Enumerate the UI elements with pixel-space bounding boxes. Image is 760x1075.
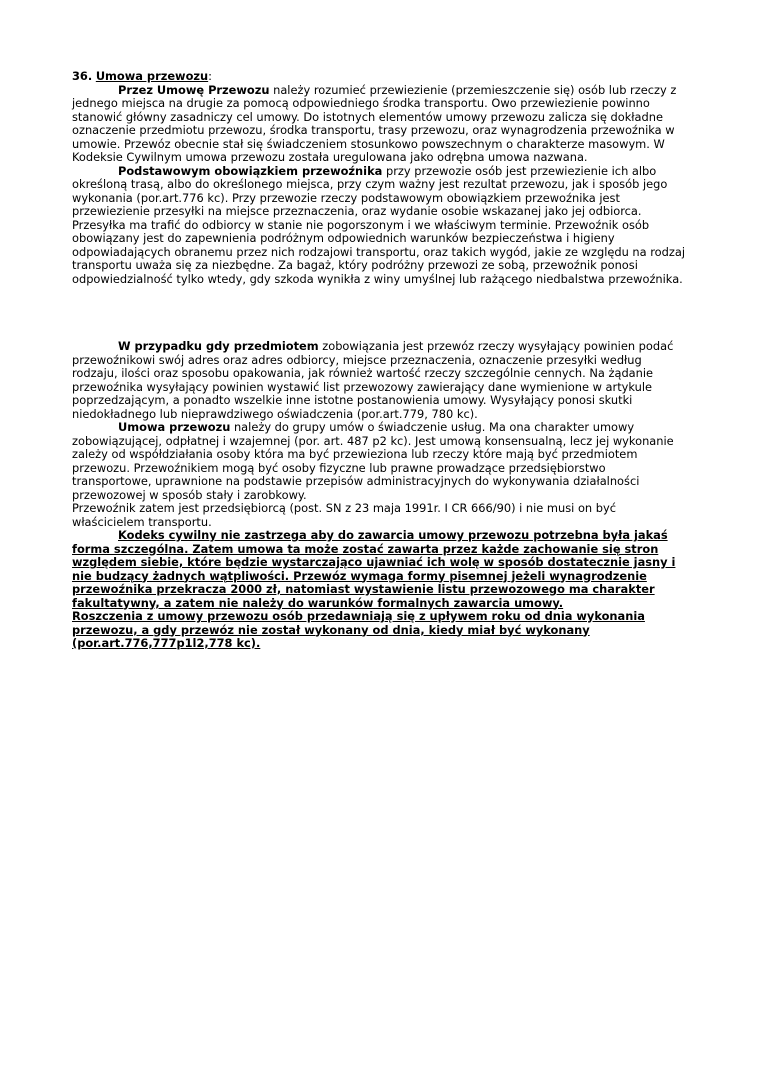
paragraph-goods-transport-lead: W przypadku gdy przedmiotem (118, 339, 319, 353)
blank-gap (72, 286, 688, 340)
paragraph-form-requirements: Kodeks cywilny nie zastrzega aby do zawarcia umowy przewozu potrzebna była jakaś forma szczególna. Zatem umowa ta może zostać zawarta przez każde zachowanie się stron względem siebie, które będzie wystarczająco ujawniać ich wolę w sposób dostatecznie jasny i nie budzący żadnych wątpliwości. Przewóz wymaga formy pisemnej jeżeli wynagrodzenie przewoźnika przekracza 2000 zł, natomiast wystawienie listu przewozowego ma charakter fakultatywny, a zatem nie należy do warunków formalnych zawarcia umowy. (72, 528, 676, 610)
paragraph-carrier-duty (72, 165, 688, 287)
paragraph-goods-transport-text: zobowiązania jest przewóz rzeczy wysyłający powinien podać przewoźnikowi swój adres oraz adres odbiorcy, miejsce przeznaczenia, oznaczenie przesyłki według rodzaju, ilości oraz sposobu opakowania, jak również wartość rzeczy szczególnie cennych. Na żądanie przewoźnika wysyłający powinien wystawić list przewozowy zawierający dane wymienione w artykule poprzedzającym, a ponadto wszelkie inne istotne postanowienia umowy. Wysyłający ponosi skutki niedokładnego lub nieprawdziwego oświadczenia (por.art.779, 780 kc). (72, 339, 674, 421)
paragraph-goods-transport (72, 340, 688, 421)
section-heading (72, 70, 688, 84)
paragraph-carrier-duty-lead: Podstawowym obowiązkiem przewoźnika (118, 163, 383, 178)
paragraph-contract-nature-text: należy do grupy umów o świadczenie usług. Ma ona charakter umowy zobowiązującej, odpłatnej i wzajemnej (por. art. 487 p2 kc). Jest umową konsensualną, lecz jej wykonanie zależy od współdziałania osoby która ma być przewieziona lub rzeczy które mają być przedmiotem przewozu. Przewoźnikiem mogą być osoby fizyczne lub prawne prowadzące przedsiębiorstwo transportowe, uprawnione na podstawie przepisów administracyjnych do wykonywania działalności przewozowej w sposób stały i zarobkowy. (72, 420, 674, 502)
paragraph-contract-nature-lead: Umowa przewozu (118, 420, 231, 434)
paragraph-definition (72, 84, 688, 165)
heading-number: 36. (72, 69, 93, 83)
heading-colon: : (208, 69, 212, 83)
paragraph-definition-text: należy rozumieć przewiezienie (przemieszczenie się) osób lub rzeczy z jednego miejsca na drugie za pomocą odpowiedniego środka transportu. Owo przewiezienie powinno stanowić główny zasadniczy cel umowy. Do istotnych elementów umowy przewozu zalicza się dokładne oznaczenie przedmiotu przewozu, środka transportu, trasy przewozu, oraz wynagrodzenia przewoźnika w umowie. Przewóz obecnie stał się świadczeniem stosunkowo powszechnym o charakterze masowym. W Kodeksie Cywilnym umowa przewozu została uregulowana jako odrębna umowa nazwana. (72, 82, 677, 164)
heading-title: Umowa przewozu (95, 69, 209, 83)
paragraph-carrier-duty-text: przy przewozie osób jest przewiezienie ich albo określoną trasą, albo do określonego miejsca, przy czym ważny jest rezultat przewozu, jak i sposób jego wykonania (por.art.776 kc). Przy przewozie rzeczy podstawowym obowiązkiem przewoźnika jest przewiezienie przesyłki na miejsce przeznaczenia, oraz wydanie osobie wskazanej jako jej odbiorca. Przesyłka ma trafić do odbiorcy w stanie nie pogorszonym i we właściwym terminie. Przewoźnik osób obowiązany jest do zapewnienia podróżnym odpowiednich warunków bezpieczeństwa i higieny odpowiadających obranemu przez nich rodzajowi transportu, oraz takich wygód, jakie ze względu na rodzaj transportu uważa się za niezbędne. Za bagaż, który podróżny przewozi ze sobą, przewoźnik ponosi odpowiedzialność tylko wtedy, gdy szkoda wynikła z winy umyślnej lub rażącego niedbalstwa przewoźnika. (72, 163, 686, 286)
paragraph-limitation: Roszczenia z umowy przewozu osób przedawniają się z upływem roku od dnia wykonania przewozu, a gdy przewóz nie został wykonany od dnia, kiedy miał być wykonany (por.art.776,777p1l2,778 kc). (72, 609, 645, 650)
paragraph-contract-nature (72, 421, 688, 502)
paragraph-definition-lead: Przez Umowę Przewozu (118, 82, 270, 97)
paragraph-carrier-entrepreneur: Przewoźnik zatem jest przedsiębiorcą (post. SN z 23 maja 1991r. I CR 666/90) i nie musi on być właścicielem transportu. (72, 501, 617, 529)
